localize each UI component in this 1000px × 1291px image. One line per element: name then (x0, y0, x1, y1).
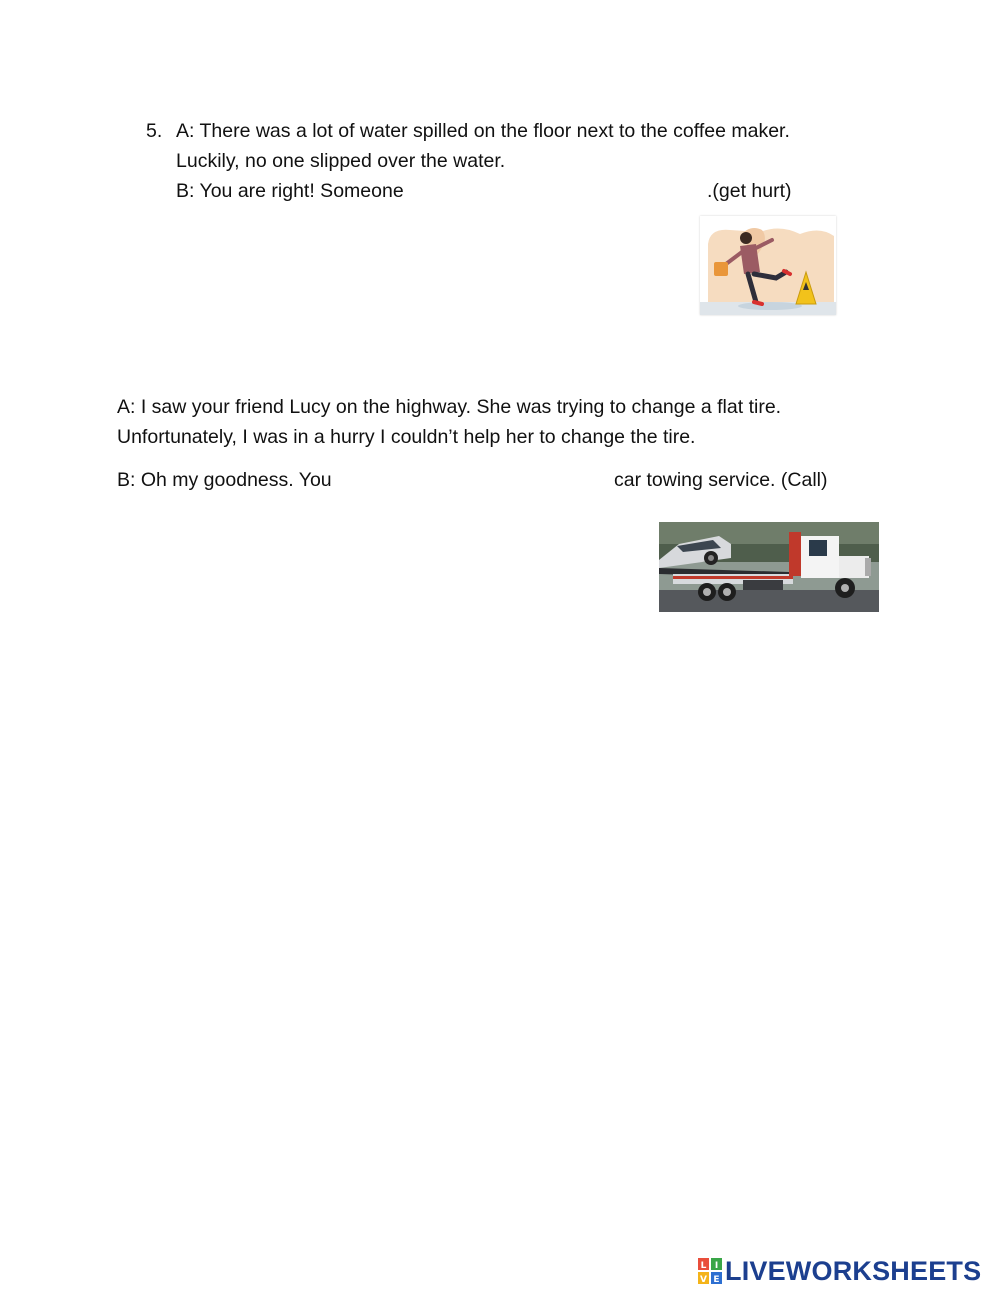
logo-badge-icon (698, 1258, 722, 1284)
question-number: 5. (146, 120, 163, 142)
slip-illustration (700, 216, 836, 315)
item6-line1: A: I saw your friend Lucy on the highway. She was trying to change a flat tire. (117, 396, 782, 418)
item5-line3-start: B: You are right! Someone (176, 180, 404, 202)
svg-text:I: I (714, 1261, 719, 1271)
svg-text:E: E (713, 1275, 720, 1284)
item6-line2: Unfortunately, I was in a hurry I couldn’t help her to change the tire. (117, 426, 696, 448)
item6-line3-end: car towing service. (Call) (614, 469, 828, 491)
logo-text: LIVEWORKSHEETS (725, 1256, 982, 1286)
tow-truck-photo (659, 522, 879, 612)
answer-input-5[interactable] (434, 178, 704, 204)
item5-line1: A: There was a lot of water spilled on the floor next to the coffee maker. (176, 120, 790, 142)
item5-line2: Luckily, no one slipped over the water. (176, 150, 506, 172)
svg-text:V: V (700, 1275, 707, 1284)
item5-line3-end: .(get hurt) (707, 180, 792, 202)
liveworksheets-logo (698, 1256, 981, 1286)
answer-input-6[interactable] (346, 467, 610, 493)
item6-line3-start: B: Oh my goodness. You (117, 469, 332, 491)
svg-text:L: L (700, 1261, 707, 1271)
